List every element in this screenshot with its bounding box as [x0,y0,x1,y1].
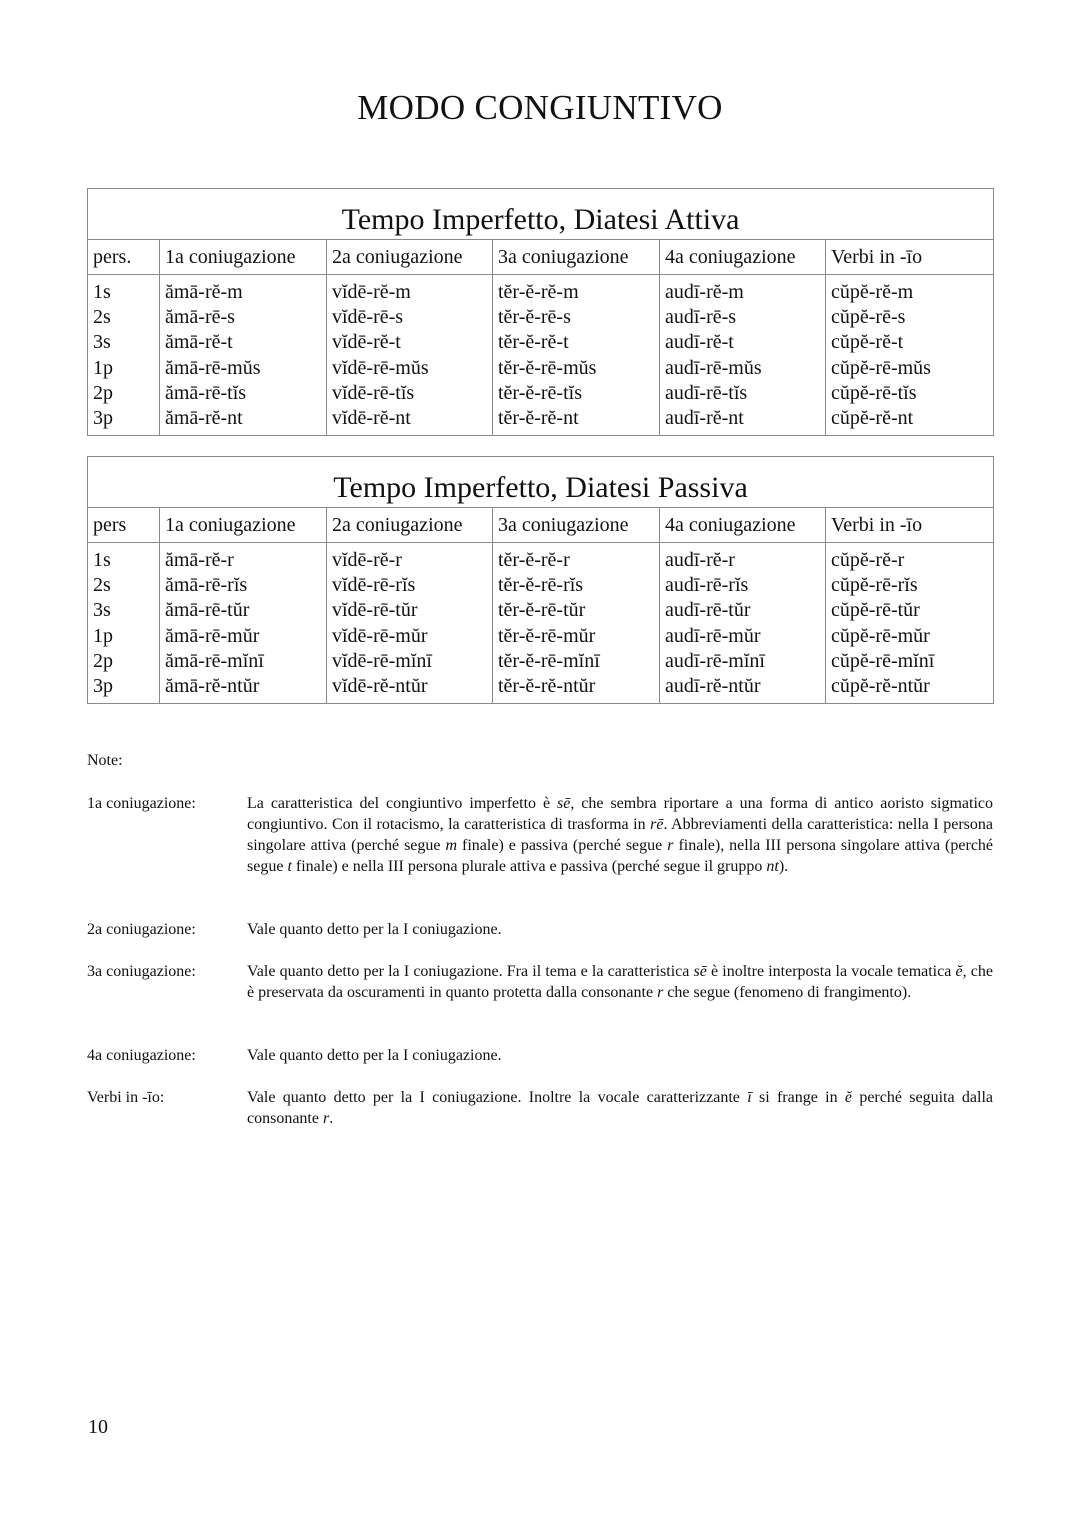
note-3a [87,961,993,1003]
cell: cŭpĕ-rĕ-ntŭr [831,674,930,697]
note-4a [87,1045,993,1066]
cell: tĕr-ĕ-rē-mŭr [498,624,596,647]
cell: audī-rē-mĭnī [665,649,765,672]
cell: 2s [93,574,111,597]
column-header: 2a coniugazione [327,508,493,543]
page-number: 10 [88,1416,108,1438]
cell: 2p [93,381,113,404]
cell: tĕr-ĕ-rē-rĭs [498,574,584,597]
note-label: 3a coniugazione: [87,963,196,980]
cell: ămā-rĕ-t [165,331,233,354]
cell: tĕr-ĕ-rĕ-ntŭr [498,674,596,697]
conjugation-column [493,543,660,704]
page-title: MODO CONGIUNTIVO [357,88,723,127]
column-header: 3a coniugazione [493,240,660,275]
cell: vĭdē-rē-tĭs [332,381,415,404]
passive-conjugation-table [87,456,994,704]
column-header: Verbi in -īo [826,508,994,543]
cell: vĭdē-rĕ-nt [332,406,411,429]
column-header: Verbi in -īo [826,240,994,275]
cell: 3s [93,331,111,354]
conjugation-column [660,543,826,704]
column-header: 2a coniugazione [327,240,493,275]
cell: tĕr-ĕ-rē-s [498,306,571,329]
person-column [88,275,160,436]
cell: audī-rē-rĭs [665,574,749,597]
cell: tĕr-ĕ-rē-mŭs [498,356,597,379]
cell: tĕr-ĕ-rē-tĭs [498,381,582,404]
cell: tĕr-ĕ-rĕ-t [498,331,569,354]
column-header: pers [88,508,160,543]
note-text: Vale quanto detto per la I coniugazione. Fra il tema e la caratteristica sē è inoltre interposta la vocale tematica ĕ, che è preservata da oscuramenti in quanto protetta dalla consonante r che segue (fenomeno di frangimento). [247,963,994,1001]
cell: vĭdē-rĕ-ntŭr [332,674,428,697]
cell: vĭdē-rĕ-m [332,281,411,303]
conjugation-column [327,275,493,436]
cell: vĭdē-rē-mĭnī [332,649,432,672]
cell: cŭpĕ-rē-s [831,306,906,329]
cell: vĭdē-rē-rĭs [332,574,416,597]
column-header: 4a coniugazione [660,508,826,543]
cell: ămā-rĕ-m [165,281,243,303]
cell: ămā-rĕ-ntŭr [165,674,260,697]
column-header: pers. [88,240,160,275]
cell: 1p [93,624,113,647]
cell: vĭdē-rē-tŭr [332,599,418,622]
cell: ămā-rē-mŭr [165,624,260,647]
cell: vĭdē-rĕ-r [332,549,402,571]
conjugation-column [160,543,327,704]
person-column [88,543,160,704]
conjugation-column [826,275,994,436]
cell: audī-rē-tĭs [665,381,748,404]
cell: 1p [93,356,113,379]
cell: 2s [93,306,111,329]
cell: ămā-rē-tĭs [165,381,247,404]
cell: cŭpĕ-rē-mĭnī [831,649,935,672]
table-caption: Tempo Imperfetto, Diatesi Passiva [88,457,994,508]
cell: tĕr-ĕ-rĕ-m [498,281,579,303]
cell: 3s [93,599,111,622]
cell: audī-rĕ-nt [665,406,744,429]
cell: vĭdē-rē-s [332,306,404,329]
cell: ămā-rĕ-nt [165,406,243,429]
cell: ămā-rĕ-r [165,549,234,571]
cell: ămā-rē-mŭs [165,356,261,379]
cell: cŭpĕ-rē-tĭs [831,381,917,404]
cell: tĕr-ĕ-rē-tŭr [498,599,586,622]
column-header: 1a coniugazione [160,508,327,543]
table-caption: Tempo Imperfetto, Diatesi Attiva [88,189,994,240]
cell: cŭpĕ-rē-mŭs [831,356,931,379]
note-text: Vale quanto detto per la I coniugazione. [247,921,502,938]
notes-heading: Note: [87,752,123,769]
cell: 3p [93,674,113,697]
cell: 1s [93,281,111,303]
note-text: La caratteristica del congiuntivo imperfetto è sē, che sembra riportare a una forma di antico aoristo sigmatico congiuntivo. Con il rotacismo, la caratteristica di trasforma in rē. Abbreviamenti della caratteristica: nella I persona singolare attiva (perché segue m finale) e passiva (perché segue r finale), nella III persona singolare attiva (perché segue t finale) e nella III persona plurale attiva e passiva (perché segue il gruppo nt). [247,795,994,875]
note-label: 1a coniugazione: [87,795,196,812]
cell: audī-rē-mŭr [665,624,761,647]
column-header: 3a coniugazione [493,508,660,543]
cell: audī-rē-s [665,306,737,329]
cell: cŭpĕ-rē-rĭs [831,574,918,597]
cell: 3p [93,406,113,429]
conjugation-column [327,543,493,704]
cell: cŭpĕ-rĕ-m [831,281,914,303]
cell: cŭpĕ-rĕ-t [831,331,904,354]
column-header: 1a coniugazione [160,240,327,275]
conjugation-column [826,543,994,704]
cell: ămā-rē-tŭr [165,599,250,622]
cell: 2p [93,649,113,672]
cell: tĕr-ĕ-rē-mĭnī [498,649,600,672]
conjugation-column [160,275,327,436]
cell: tĕr-ĕ-rĕ-r [498,549,570,571]
cell: audī-rĕ-m [665,281,744,303]
cell: cŭpĕ-rē-mŭr [831,624,930,647]
note-text: Vale quanto detto per la I coniugazione. Inoltre la vocale caratterizzante ī si frange in ĕ perché seguita dalla consonante r. [247,1089,994,1127]
note-2a [87,919,993,940]
cell: vĭdē-rĕ-t [332,331,401,354]
cell: tĕr-ĕ-rĕ-nt [498,406,579,429]
cell: audī-rĕ-ntŭr [665,674,761,697]
note-1a [87,793,993,877]
cell: audī-rĕ-t [665,331,734,354]
cell: 1s [93,549,111,571]
conjugation-column [493,275,660,436]
cell: cŭpĕ-rĕ-r [831,549,905,571]
cell: ămā-rē-rĭs [165,574,248,597]
cell: audī-rĕ-r [665,549,735,571]
cell: cŭpĕ-rĕ-nt [831,406,914,429]
conjugation-column [660,275,826,436]
note-label: Verbi in -īo: [87,1089,165,1106]
cell: vĭdē-rē-mŭs [332,356,429,379]
cell: audī-rē-tŭr [665,599,751,622]
note-verbi-io [87,1087,993,1129]
cell: cŭpĕ-rē-tŭr [831,599,920,622]
cell: ămā-rē-mĭnī [165,649,264,672]
active-conjugation-table [87,188,994,436]
note-label: 4a coniugazione: [87,1047,196,1064]
note-text: Vale quanto detto per la I coniugazione. [247,1047,502,1064]
cell: ămā-rē-s [165,306,235,329]
note-label: 2a coniugazione: [87,921,196,938]
cell: audī-rē-mŭs [665,356,762,379]
cell: vĭdē-rē-mŭr [332,624,428,647]
column-header: 4a coniugazione [660,240,826,275]
